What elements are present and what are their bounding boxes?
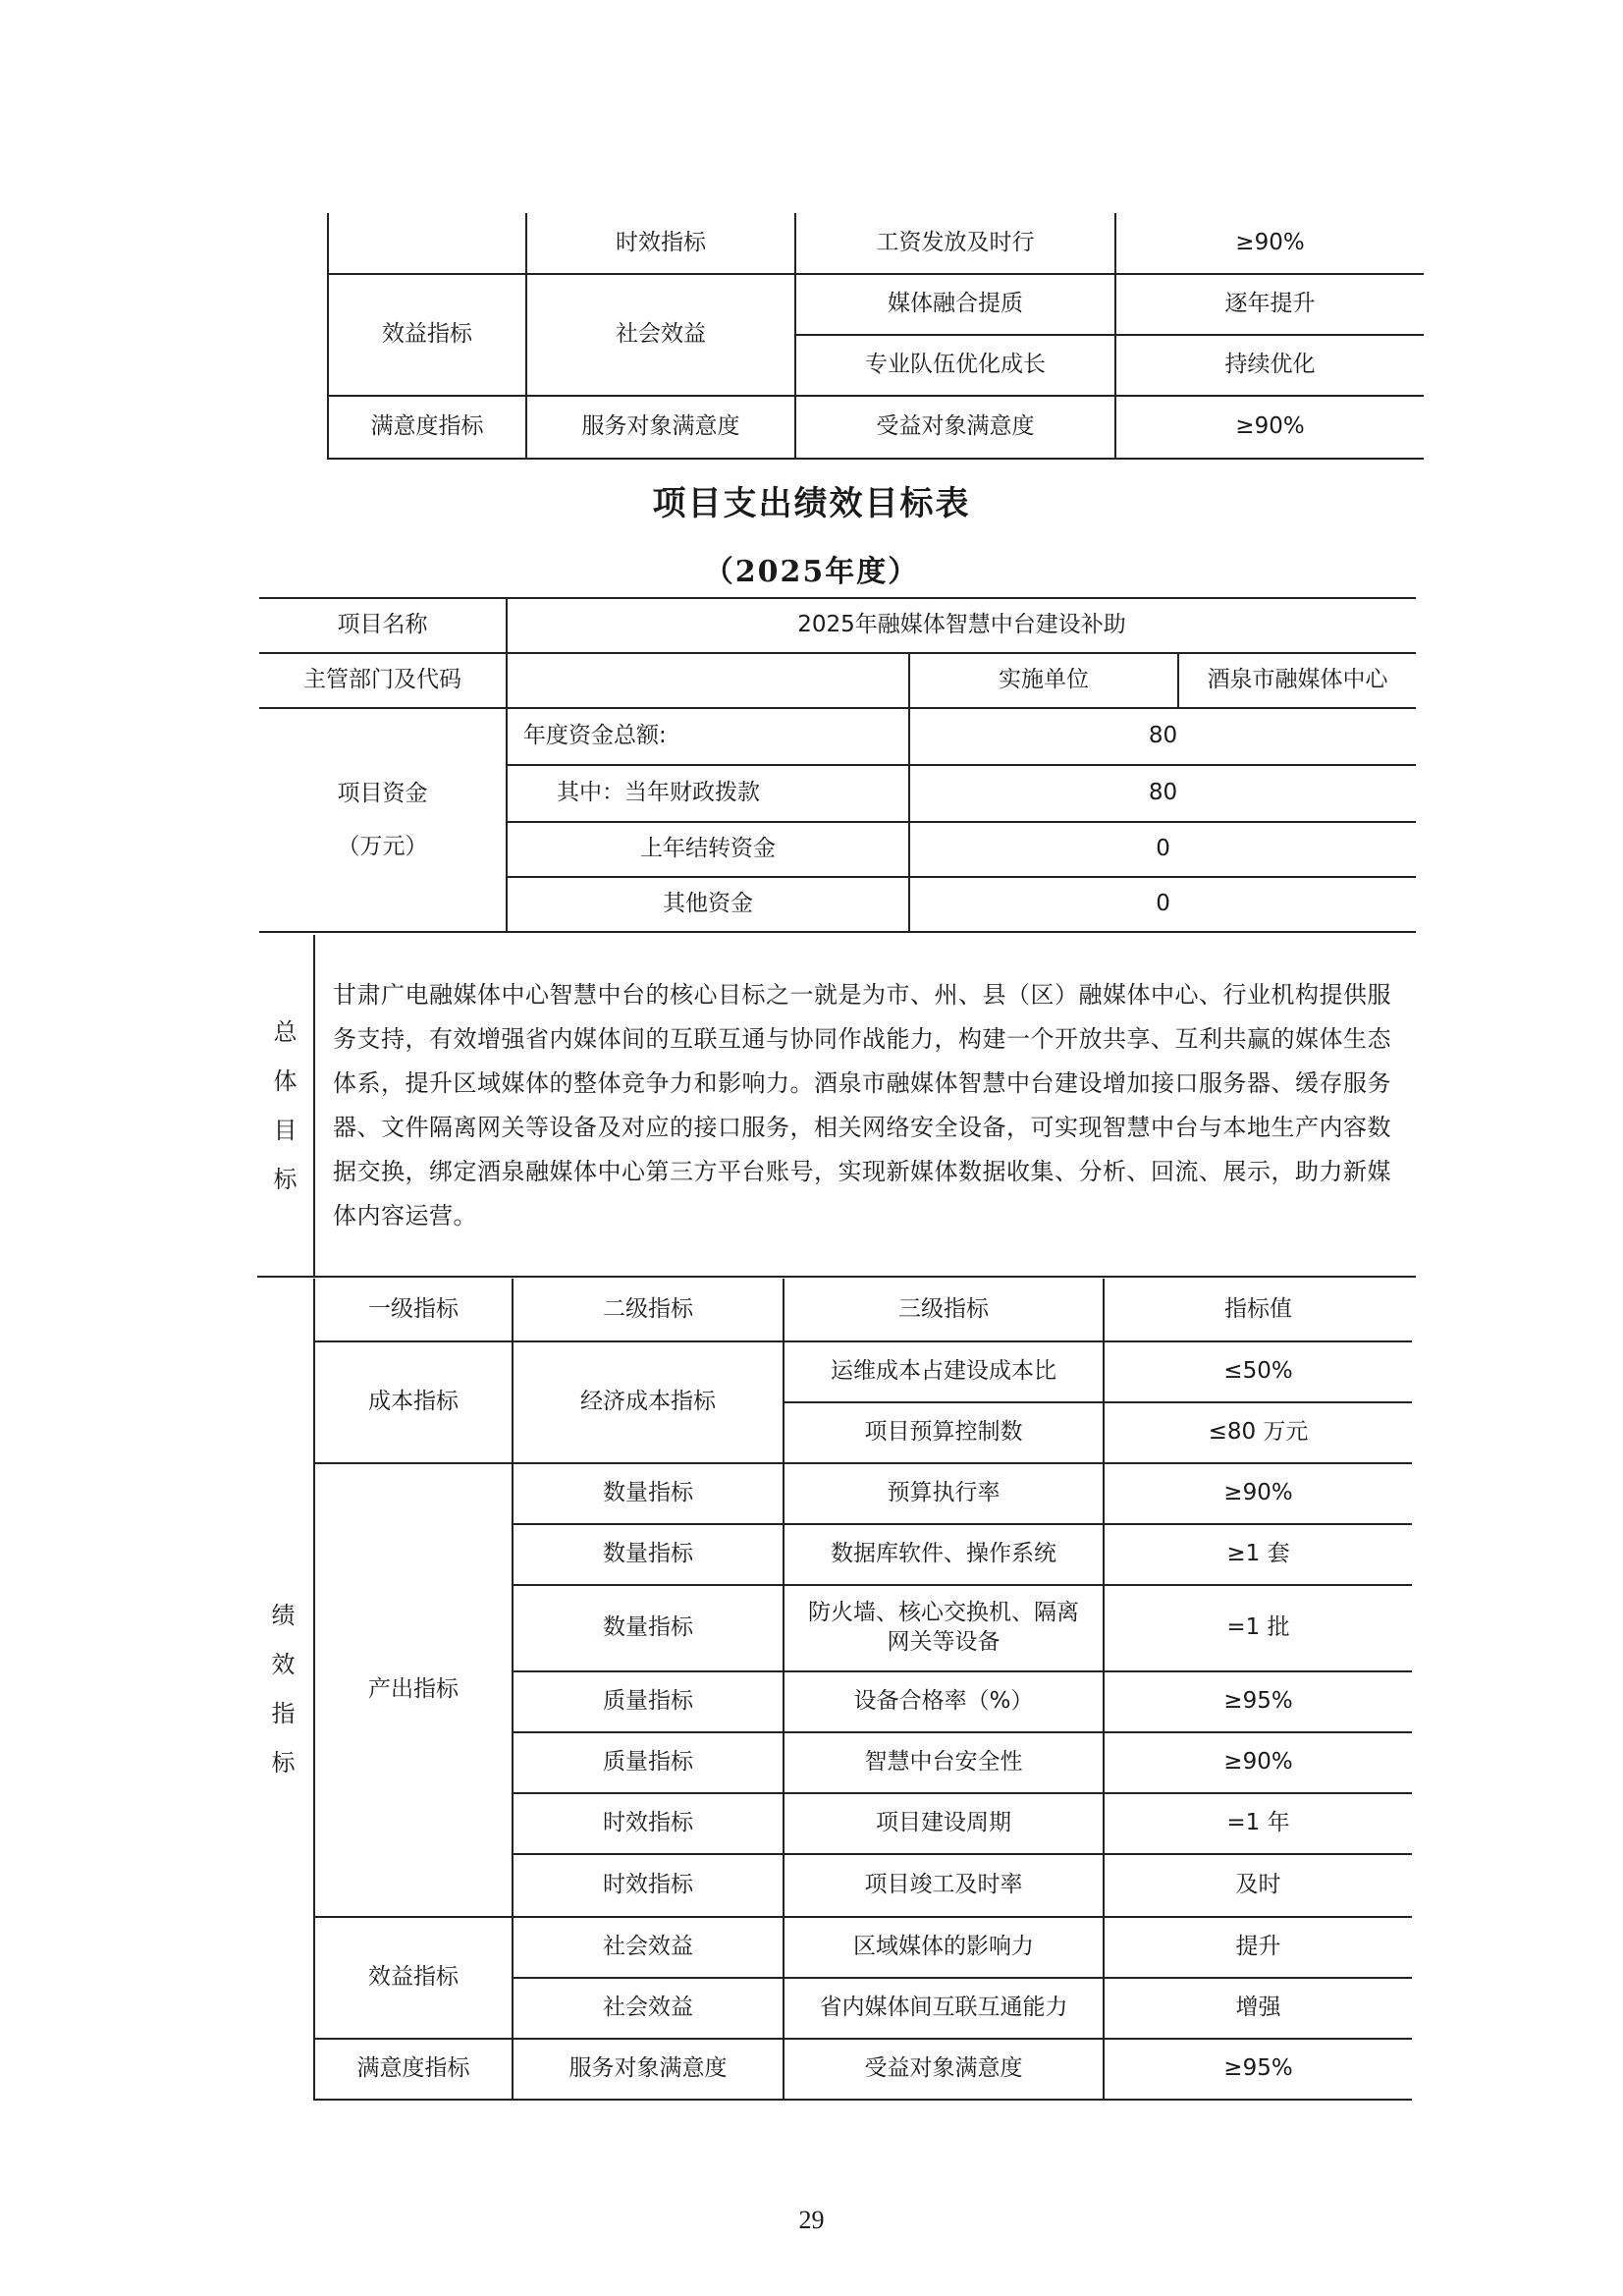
header-level2: 二级指标 (513, 1279, 784, 1341)
cost-level1: 成本指标 (314, 1341, 513, 1463)
goal-char: 目 (273, 1116, 298, 1144)
prev-value: 持续优化 (1115, 335, 1424, 396)
output-level3: 设备合格率（%） (784, 1671, 1104, 1732)
benefit-value: 增强 (1104, 1978, 1412, 2039)
dept-value (507, 653, 909, 708)
cost-level2: 经济成本指标 (513, 1341, 784, 1463)
prev-value: ≥90% (1115, 213, 1424, 274)
prev-level3: 专业队伍优化成长 (795, 335, 1115, 396)
header-value: 指标值 (1104, 1279, 1412, 1341)
output-level3: 防火墙、核心交换机、隔离网关等设备 (784, 1585, 1104, 1671)
dept-label: 主管部门及代码 (259, 653, 507, 708)
output-level2: 数量指标 (513, 1585, 784, 1671)
output-value: ≥90% (1104, 1732, 1412, 1793)
output-value: ≥90% (1104, 1463, 1412, 1524)
satisfaction-level3: 受益对象满意度 (784, 2039, 1104, 2100)
page-number: 29 (798, 2206, 825, 2234)
cost-level3: 项目预算控制数 (784, 1402, 1104, 1463)
perf-char: 绩 (271, 1602, 296, 1629)
satisfaction-level1: 满意度指标 (314, 2039, 513, 2100)
header-level1: 一级指标 (314, 1279, 513, 1341)
prev-level2: 服务对象满意度 (526, 396, 795, 459)
funds-item-value: 0 (909, 822, 1416, 877)
prev-level3: 工资发放及时行 (795, 213, 1115, 274)
perf-char: 标 (271, 1749, 296, 1777)
output-value: ≥95% (1104, 1671, 1412, 1732)
perf-char: 指 (271, 1700, 296, 1727)
prev-table (267, 213, 1424, 460)
output-level3: 智慧中台安全性 (784, 1732, 1104, 1793)
output-level1: 产出指标 (314, 1463, 513, 1917)
output-value: ≥1 套 (1104, 1524, 1412, 1585)
funds-item-value: 80 (909, 765, 1416, 822)
prev-level2: 社会效益 (526, 274, 795, 396)
funds-item-label: 其他资金 (507, 877, 909, 932)
goal-char: 体 (273, 1066, 298, 1095)
funds-item-value: 0 (909, 877, 1416, 932)
cost-value: ≤50% (1104, 1341, 1412, 1402)
output-level3: 项目竣工及时率 (784, 1854, 1104, 1917)
prev-value: ≥90% (1115, 396, 1424, 459)
prev-level1-empty (328, 213, 526, 274)
output-level2: 时效指标 (513, 1854, 784, 1917)
project-info-table (259, 597, 1416, 933)
benefit-level2: 社会效益 (513, 1978, 784, 2039)
cost-value: ≤80 万元 (1104, 1402, 1412, 1463)
prev-level2: 时效指标 (526, 213, 795, 274)
prev-level3: 媒体融合提质 (795, 274, 1115, 335)
impl-value: 酒泉市融媒体中心 (1178, 653, 1416, 708)
funds-label (259, 708, 507, 932)
goal-table (257, 935, 1416, 1278)
output-value: =1 批 (1104, 1585, 1412, 1671)
benefit-level2: 社会效益 (513, 1917, 784, 1978)
cost-level3: 运维成本占建设成本比 (784, 1341, 1104, 1402)
output-level2: 质量指标 (513, 1732, 784, 1793)
goal-text: 甘肃广电融媒体中心智慧中台的核心目标之一就是为市、州、县（区）融媒体中心、行业机构提供服务支持，有效增强省内媒体间的互联互通与协同作战能力，构建一个开放共享、互利共赢的媒体生态体系，提升区域媒体的整体竞争力和影响力。酒泉市融媒体智慧中台建设增加接口服务器、缓存服务器、文件隔离网关等设备及对应的接口服务，相关网络安全设备，可实现智慧中台与本地生产内容数据交换，绑定酒泉融媒体中心第三方平台账号，实现新媒体数据收集、分析、回流、展示，助力新媒体内容运营。 (314, 935, 1416, 1277)
output-level2: 时效指标 (513, 1793, 784, 1854)
funds-label-line2: （万元） (337, 834, 428, 859)
funds-item-value: 80 (909, 708, 1416, 765)
page-title: 项目支出绩效目标表 (652, 484, 971, 523)
funds-item-label: 其中：当年财政拨款 (507, 765, 909, 822)
perf-table (253, 1279, 1412, 2101)
output-level2: 质量指标 (513, 1671, 784, 1732)
funds-label-line1: 项目资金 (337, 781, 428, 806)
output-level3: 预算执行率 (784, 1463, 1104, 1524)
output-level3: 数据库软件、操作系统 (784, 1524, 1104, 1585)
prev-side (267, 213, 328, 459)
prev-level1: 满意度指标 (328, 396, 526, 459)
goal-char: 总 (273, 1017, 298, 1046)
project-name-label: 项目名称 (259, 598, 507, 653)
output-level2: 数量指标 (513, 1524, 784, 1585)
impl-label: 实施单位 (909, 653, 1178, 708)
benefit-level1: 效益指标 (314, 1917, 513, 2039)
benefit-level3: 省内媒体间互联互通能力 (784, 1978, 1104, 2039)
output-value: 及时 (1104, 1854, 1412, 1917)
funds-item-label: 年度资金总额: (507, 708, 909, 765)
satisfaction-level2: 服务对象满意度 (513, 2039, 784, 2100)
goal-side-label (257, 935, 314, 1277)
page-subtitle: （2025年度） (703, 555, 920, 589)
perf-side-label (253, 1279, 314, 2100)
benefit-value: 提升 (1104, 1917, 1412, 1978)
project-name: 2025年融媒体智慧中台建设补助 (507, 598, 1416, 653)
perf-char: 效 (271, 1651, 296, 1678)
goal-char: 标 (273, 1165, 298, 1193)
output-level3: 项目建设周期 (784, 1793, 1104, 1854)
output-level2: 数量指标 (513, 1463, 784, 1524)
prev-level3: 受益对象满意度 (795, 396, 1115, 459)
output-value: =1 年 (1104, 1793, 1412, 1854)
benefit-level3: 区域媒体的影响力 (784, 1917, 1104, 1978)
header-level3: 三级指标 (784, 1279, 1104, 1341)
prev-level1: 效益指标 (328, 274, 526, 396)
satisfaction-value: ≥95% (1104, 2039, 1412, 2100)
prev-value: 逐年提升 (1115, 274, 1424, 335)
funds-item-label: 上年结转资金 (507, 822, 909, 877)
